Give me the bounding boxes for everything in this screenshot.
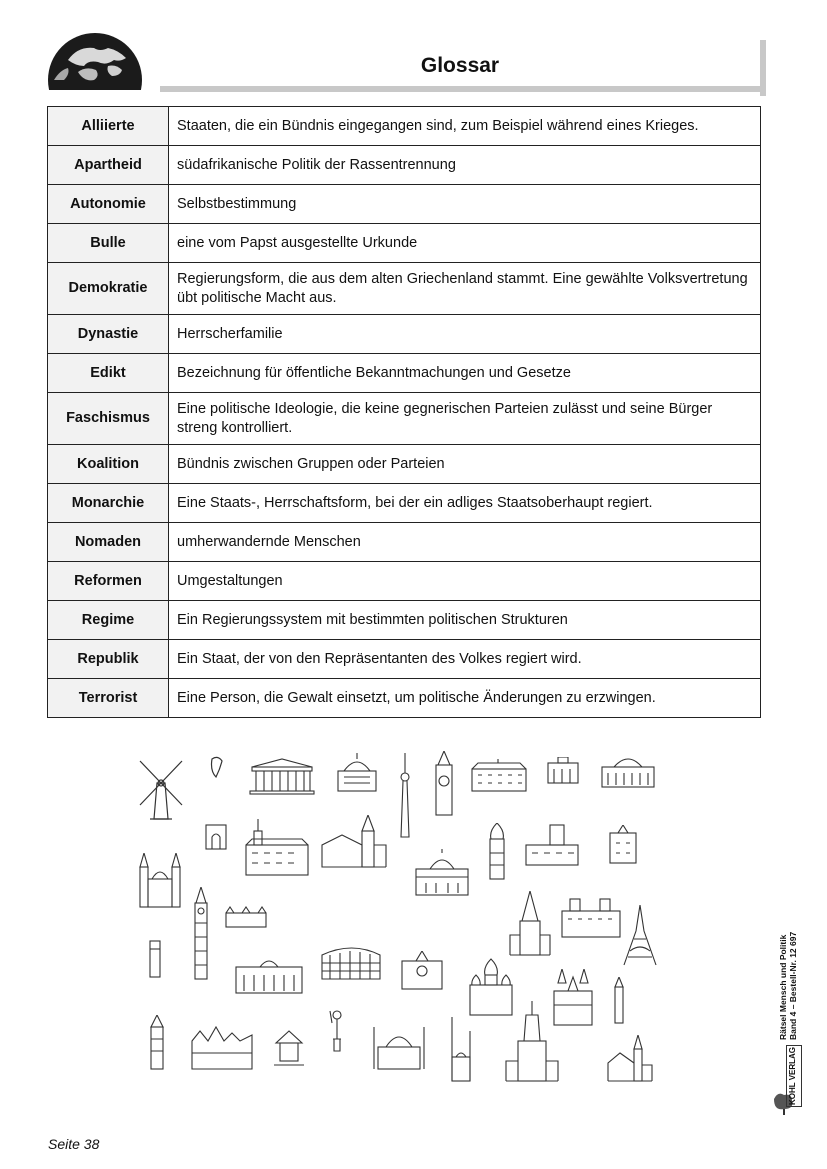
skyscraper-icon: [504, 1001, 560, 1083]
order-number: Band 4 – Bestell-Nr. 12 697: [788, 931, 798, 1040]
glossary-term: Autonomie: [48, 185, 169, 224]
glossary-term: Bulle: [48, 224, 169, 263]
twin-tower-church-icon: [136, 853, 184, 909]
glossary-table: [47, 106, 761, 718]
publisher-logo: [770, 1045, 808, 1115]
table-row: [48, 315, 761, 354]
basilica-icon: [412, 849, 472, 897]
glossary-definition: südafrikanische Politik der Rassentrennung: [169, 146, 761, 185]
gate-icon: [546, 757, 580, 785]
glossary-definition: Eine politische Ideologie, die keine gegnerischen Parteien zulässt und seine Bürger streng kontrolliert.: [169, 393, 761, 445]
table-row: [48, 354, 761, 393]
side-credit: [778, 890, 808, 1040]
table-row: [48, 523, 761, 562]
table-row: [48, 562, 761, 601]
page-title: Glossar: [420, 54, 500, 77]
glossary-definition: umherwandernde Menschen: [169, 523, 761, 562]
publisher-name: KOHL VERLAG: [786, 1045, 802, 1107]
castle-icon: [224, 905, 268, 929]
glossary-term: Apartheid: [48, 146, 169, 185]
glossary-term: Terrorist: [48, 679, 169, 718]
glossary-term: Koalition: [48, 445, 169, 484]
domed-church-icon: [332, 753, 382, 793]
glossary-definition: Ein Staat, der von den Repräsentanten des Volkes regiert wird.: [169, 640, 761, 679]
eiffel-tower-icon: [622, 905, 658, 967]
church-facade-icon: [396, 951, 448, 991]
museum-icon: [560, 897, 622, 939]
glossary-term: Edikt: [48, 354, 169, 393]
glossary-definition: Eine Person, die Gewalt einsetzt, um politische Änderungen zu erzwingen.: [169, 679, 761, 718]
town-hall-icon: [244, 819, 310, 877]
statue-icon: [328, 1009, 346, 1053]
glossary-definition: Bezeichnung für öffentliche Bekanntmachungen und Gesetze: [169, 354, 761, 393]
pavilion-icon: [272, 1029, 306, 1069]
triumphal-arch-icon: [204, 823, 228, 851]
title-banner: [160, 44, 766, 92]
glossary-term: Regime: [48, 601, 169, 640]
landmarks-illustration: [130, 745, 670, 1090]
gate-tower-icon: [148, 1015, 166, 1071]
table-row: [48, 484, 761, 523]
glossary-term: Nomaden: [48, 523, 169, 562]
table-row: [48, 263, 761, 315]
gothic-church-icon: [508, 891, 552, 957]
guild-houses-icon: [190, 1023, 254, 1071]
book-title: Rätsel Mensch und Politik: [778, 934, 788, 1040]
glossary-term: Reformen: [48, 562, 169, 601]
temple-icon: [248, 757, 316, 795]
globe-image: [48, 30, 142, 90]
glossary-definition: eine vom Papst ausgestellte Urkunde: [169, 224, 761, 263]
glossary-term: Faschismus: [48, 393, 169, 445]
church-tower-icon: [486, 823, 508, 881]
big-ben-icon: [192, 887, 210, 981]
table-row: [48, 146, 761, 185]
table-row: [48, 640, 761, 679]
table-row: [48, 107, 761, 146]
clock-tower-icon: [432, 751, 456, 817]
table-row: [48, 445, 761, 484]
glossary-definition: Ein Regierungssystem mit bestimmten politischen Strukturen: [169, 601, 761, 640]
glossary-term: Alliierte: [48, 107, 169, 146]
glossary-term: Dynastie: [48, 315, 169, 354]
glossary-term: Demokratie: [48, 263, 169, 315]
opera-house-icon: [600, 753, 656, 789]
table-row: [48, 679, 761, 718]
fortress-icon: [524, 823, 580, 867]
glossary-term: Republik: [48, 640, 169, 679]
sculpture-icon: [208, 755, 226, 781]
glossary-definition: Selbstbestimmung: [169, 185, 761, 224]
village-church-icon: [606, 1035, 654, 1083]
glossary-term: Monarchie: [48, 484, 169, 523]
glossary-definition: Umgestaltungen: [169, 562, 761, 601]
glossary-definition: Staaten, die ein Bündnis eingegangen sind, zum Beispiel während eines Krieges.: [169, 107, 761, 146]
palace-icon: [470, 759, 528, 793]
glossary-definition: Eine Staats-, Herrschaftsform, bei der ein adliges Staatsoberhaupt regiert.: [169, 484, 761, 523]
bell-tower-icon: [612, 977, 626, 1025]
glossary-definition: Bündnis zwischen Gruppen oder Parteien: [169, 445, 761, 484]
page-number: Seite 38: [48, 1136, 100, 1152]
table-row: [48, 393, 761, 445]
title-banner-bar: [760, 40, 766, 96]
glossary-definition: Herrscherfamilie: [169, 315, 761, 354]
colosseum-icon: [320, 945, 382, 981]
table-row: [48, 224, 761, 263]
cathedral-icon: [320, 815, 388, 869]
baroque-church-icon: [608, 825, 638, 865]
tv-tower-icon: [398, 753, 412, 839]
mosque-icon: [366, 1027, 432, 1071]
palace-facade-icon: [234, 955, 304, 995]
table-row: [48, 601, 761, 640]
windmill-icon: [136, 753, 186, 821]
glossary-definition: Regierungsform, die aus dem alten Griechenland stammt. Eine gewählte Volksvertretung übt politische Macht aus.: [169, 263, 761, 315]
minaret-icon: [446, 1017, 476, 1083]
table-row: [48, 185, 761, 224]
tower-icon: [148, 939, 162, 979]
